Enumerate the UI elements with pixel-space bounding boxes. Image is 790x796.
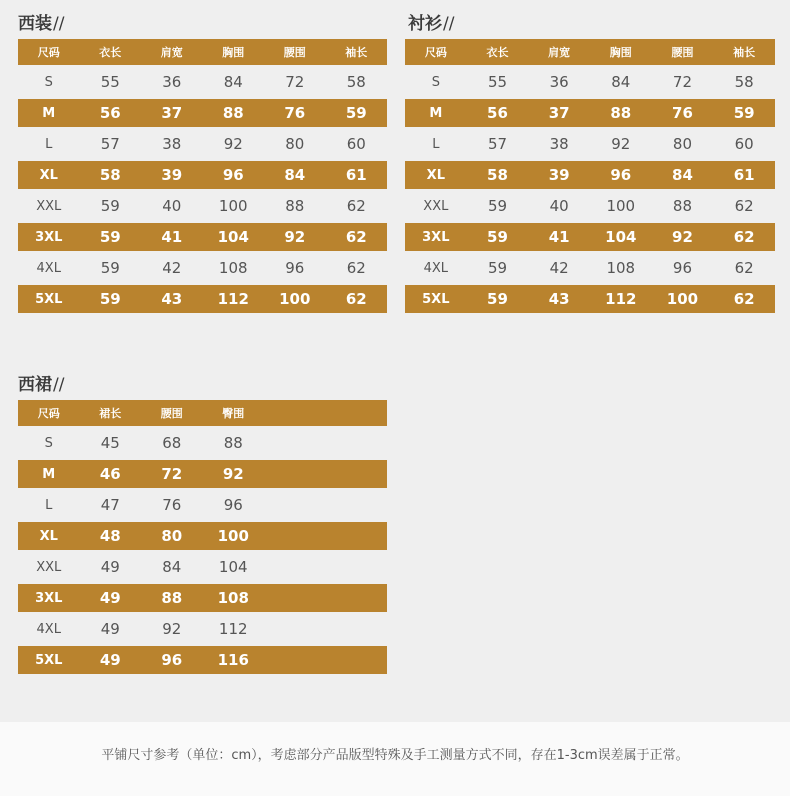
measurement-note: 平铺尺寸参考（单位：cm），考虑部分产品版型特殊及手工测量方式不同，存在1-3cm误差属于正常。	[101, 748, 689, 763]
column-header	[264, 400, 326, 426]
measurement-cell: 62	[734, 197, 754, 215]
table-row	[405, 65, 775, 99]
measurement-cell: 92	[652, 223, 714, 251]
measurement-cell: 96	[590, 161, 652, 189]
column-header: 衣长	[467, 39, 529, 65]
measurement-cell: 112	[590, 285, 652, 313]
table-row	[405, 127, 775, 161]
measurement-cell	[264, 522, 326, 550]
table-row	[405, 99, 775, 127]
size-cell: 5XL	[405, 285, 467, 313]
measurement-cell	[326, 584, 388, 612]
table-row	[18, 522, 387, 550]
measurement-cell: 62	[326, 223, 388, 251]
column-header: 衣长	[80, 39, 142, 65]
measurement-cell: 39	[528, 161, 590, 189]
measurement-cell	[326, 460, 388, 488]
measurement-cell: 55	[100, 73, 120, 91]
column-header: 肩宽	[528, 39, 590, 65]
suit-size-table	[18, 39, 387, 313]
measurement-cell: 61	[713, 161, 775, 189]
measurement-cell: 84	[223, 73, 243, 91]
size-cell: 3XL	[18, 223, 80, 251]
measurement-cell: 39	[141, 161, 203, 189]
measurement-cell: 80	[285, 135, 305, 153]
measurement-cell	[264, 584, 326, 612]
measurement-cell	[264, 426, 326, 460]
measurement-cell: 48	[80, 522, 142, 550]
measurement-cell: 37	[528, 99, 590, 127]
skirt-title: 西裙//	[18, 375, 65, 395]
measurement-cell: 96	[141, 646, 203, 674]
measurement-cell: 40	[549, 197, 569, 215]
measurement-cell: 84	[652, 161, 714, 189]
measurement-cell	[326, 550, 388, 584]
skirt-size-table	[18, 400, 387, 674]
measurement-cell: 38	[162, 135, 182, 153]
measurement-cell: 59	[80, 285, 142, 313]
measurement-cell: 59	[80, 223, 142, 251]
measurement-cell: 59	[326, 99, 388, 127]
size-cell: M	[18, 460, 80, 488]
measurement-cell: 62	[346, 259, 366, 277]
size-cell: XL	[18, 161, 80, 189]
measurement-cell: 84	[264, 161, 326, 189]
size-cell: L	[432, 136, 440, 152]
measurement-cell	[264, 488, 326, 522]
measurement-cell: 43	[141, 285, 203, 313]
measurement-cell: 80	[141, 522, 203, 550]
table-row	[405, 285, 775, 313]
measurement-cell: 59	[487, 197, 508, 215]
column-header	[326, 400, 388, 426]
table-row	[18, 65, 387, 99]
measurement-cell: 49	[100, 620, 120, 638]
table-row	[18, 426, 387, 460]
measurement-cell: 58	[346, 73, 366, 91]
measurement-cell: 108	[203, 584, 265, 612]
measurement-cell: 60	[734, 135, 754, 153]
header-row	[18, 39, 387, 65]
measurement-cell: 100	[264, 285, 326, 313]
measurement-cell: 49	[100, 558, 120, 576]
measurement-cell: 62	[713, 223, 775, 251]
size-cell: 4XL	[36, 260, 61, 276]
table-row	[18, 251, 387, 285]
measurement-cell: 96	[223, 496, 243, 514]
measurement-cell: 58	[467, 161, 529, 189]
measurement-cell: 40	[162, 197, 182, 215]
measurement-cell: 100	[652, 285, 714, 313]
measurement-cell: 45	[100, 434, 120, 452]
measurement-cell: 56	[80, 99, 142, 127]
measurement-cell: 88	[223, 434, 243, 452]
size-cell: L	[45, 136, 53, 152]
column-header: 胸围	[203, 39, 265, 65]
header-row	[18, 400, 387, 426]
measurement-cell: 38	[549, 135, 569, 153]
shirt-size-table	[405, 39, 775, 313]
measurement-cell: 49	[80, 584, 142, 612]
column-header: 尺码	[405, 39, 467, 65]
measurement-cell: 92	[611, 135, 631, 153]
measurement-cell: 56	[467, 99, 529, 127]
size-cell: L	[45, 497, 53, 513]
size-cell: XXL	[36, 198, 62, 214]
measurement-cell: 88	[285, 197, 305, 215]
measurement-cell: 92	[264, 223, 326, 251]
size-cell: 5XL	[18, 285, 80, 313]
size-cell: 5XL	[18, 646, 80, 674]
measurement-cell: 92	[162, 620, 182, 638]
table-row	[405, 251, 775, 285]
measurement-cell: 59	[487, 259, 508, 277]
measurement-cell: 57	[487, 135, 508, 153]
column-header: 尺码	[18, 39, 80, 65]
measurement-cell: 88	[590, 99, 652, 127]
table-row	[18, 189, 387, 223]
measurement-cell: 96	[203, 161, 265, 189]
measurement-cell: 60	[346, 135, 366, 153]
measurement-cell: 108	[606, 259, 636, 277]
measurement-cell: 108	[218, 259, 248, 277]
measurement-cell: 46	[80, 460, 142, 488]
measurement-cell: 88	[203, 99, 265, 127]
measurement-cell: 88	[141, 584, 203, 612]
measurement-cell: 100	[606, 197, 636, 215]
column-header: 袖长	[713, 39, 775, 65]
table-row	[18, 127, 387, 161]
measurement-cell	[264, 612, 326, 646]
measurement-cell	[326, 426, 388, 460]
table-row	[18, 99, 387, 127]
measurement-cell: 61	[326, 161, 388, 189]
measurement-cell: 59	[713, 99, 775, 127]
measurement-cell: 80	[672, 135, 692, 153]
measurement-cell: 76	[652, 99, 714, 127]
column-header: 腰围	[264, 39, 326, 65]
size-cell: XXL	[36, 559, 62, 575]
size-cell: S	[431, 74, 440, 90]
table-row	[18, 488, 387, 522]
measurement-cell: 57	[100, 135, 120, 153]
measurement-cell	[326, 612, 388, 646]
measurement-cell: 72	[285, 73, 305, 91]
table-row	[18, 285, 387, 313]
table-row	[18, 223, 387, 251]
size-cell: 3XL	[405, 223, 467, 251]
measurement-cell: 104	[218, 558, 248, 576]
measurement-cell: 41	[528, 223, 590, 251]
table-row	[18, 550, 387, 584]
suit-title: 西装//	[18, 14, 65, 34]
measurement-cell: 42	[162, 259, 182, 277]
size-cell: XL	[405, 161, 467, 189]
table-row	[18, 612, 387, 646]
measurement-cell: 62	[326, 285, 388, 313]
table-row	[18, 161, 387, 189]
table-row	[18, 646, 387, 674]
column-header: 尺码	[18, 400, 80, 426]
measurement-cell: 68	[162, 434, 182, 452]
measurement-cell: 59	[467, 223, 529, 251]
measurement-cell: 62	[346, 197, 366, 215]
measurement-cell: 43	[528, 285, 590, 313]
measurement-cell: 76	[264, 99, 326, 127]
measurement-cell: 76	[162, 496, 182, 514]
measurement-cell: 112	[203, 285, 265, 313]
table-row	[405, 189, 775, 223]
measurement-cell: 58	[734, 73, 754, 91]
size-cell: 3XL	[18, 584, 80, 612]
measurement-cell: 96	[285, 259, 305, 277]
measurement-cell: 55	[487, 73, 508, 91]
column-header: 肩宽	[141, 39, 203, 65]
column-header: 臀围	[203, 400, 265, 426]
measurement-cell: 72	[672, 73, 692, 91]
measurement-cell: 112	[218, 620, 248, 638]
measurement-cell: 96	[672, 259, 692, 277]
header-row	[405, 39, 775, 65]
measurement-cell: 36	[549, 73, 569, 91]
measurement-cell: 41	[141, 223, 203, 251]
table-row	[18, 460, 387, 488]
measurement-cell: 104	[590, 223, 652, 251]
column-header: 腰围	[652, 39, 714, 65]
measurement-cell: 49	[80, 646, 142, 674]
measurement-cell: 88	[672, 197, 692, 215]
measurement-cell: 62	[734, 259, 754, 277]
size-cell: XXL	[423, 198, 449, 214]
measurement-cell: 47	[100, 496, 120, 514]
measurement-cell: 100	[203, 522, 265, 550]
size-cell: S	[44, 74, 53, 90]
column-header: 胸围	[590, 39, 652, 65]
measurement-cell: 36	[162, 73, 182, 91]
measurement-cell	[264, 646, 326, 674]
measurement-cell: 100	[218, 197, 248, 215]
size-cell: M	[18, 99, 80, 127]
measurement-cell: 92	[223, 135, 243, 153]
table-row	[405, 223, 775, 251]
measurement-cell: 58	[80, 161, 142, 189]
measurement-cell: 84	[162, 558, 182, 576]
measurement-cell	[326, 646, 388, 674]
measurement-cell: 37	[141, 99, 203, 127]
column-header: 袖长	[326, 39, 388, 65]
table-row	[18, 584, 387, 612]
size-cell: XL	[18, 522, 80, 550]
measurement-cell	[264, 550, 326, 584]
measurement-cell: 42	[549, 259, 569, 277]
measurement-cell: 59	[100, 197, 120, 215]
size-cell: S	[44, 435, 53, 451]
measurement-cell: 59	[467, 285, 529, 313]
measurement-cell: 72	[141, 460, 203, 488]
measurement-cell: 104	[203, 223, 265, 251]
table-row	[405, 161, 775, 189]
measurement-cell: 116	[203, 646, 265, 674]
measurement-cell: 84	[611, 73, 631, 91]
size-cell: 4XL	[36, 621, 61, 637]
size-cell: M	[405, 99, 467, 127]
measurement-cell: 62	[713, 285, 775, 313]
measurement-cell: 59	[100, 259, 120, 277]
measurement-cell: 92	[203, 460, 265, 488]
shirt-title: 衬衫//	[408, 14, 455, 34]
size-cell: 4XL	[423, 260, 449, 276]
measurement-cell	[264, 460, 326, 488]
measurement-cell	[326, 522, 388, 550]
column-header: 裙长	[80, 400, 142, 426]
column-header: 腰围	[141, 400, 203, 426]
measurement-cell	[326, 488, 388, 522]
